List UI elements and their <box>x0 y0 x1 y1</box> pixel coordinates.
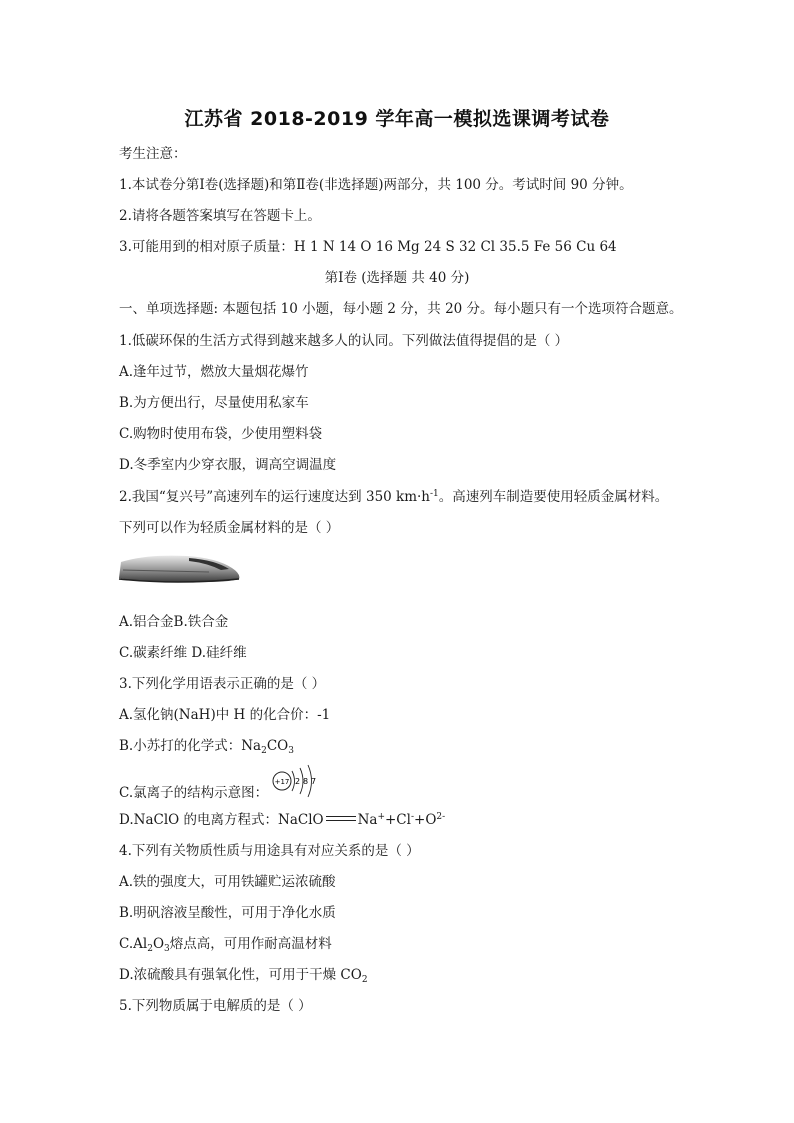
q2-options-cd: C.碳素纤维 D.硅纤维 <box>119 645 247 661</box>
section1-instructions: 一、单项选择题: 本题包括 10 小题，每小题 2 分，共 20 分。每小题只有一个选项符合题意。 <box>119 301 683 317</box>
exam-title: 江苏省 2018-2019 学年高一模拟选课调考试卷 <box>184 108 610 130</box>
q4-option-d: D.浓硫酸具有强氧化性，可用于干燥 $CO_2$ <box>119 967 368 985</box>
part1-heading: 第Ⅰ卷 (选择题 共 40 分) <box>324 270 470 286</box>
q3-option-b: B.小苏打的化学式：$Na_2CO_3$ <box>119 738 294 756</box>
equals-sign-icon <box>326 816 356 821</box>
high-speed-train-image <box>117 548 243 590</box>
q1-stem: 1.低碳环保的生活方式得到越来越多人的认同。下列做法值得提倡的是（ ） <box>119 333 569 349</box>
notice-item-1: 1.本试卷分第Ⅰ卷(选择题)和第Ⅱ卷(非选择题)两部分，共 100 分。考试时间 90 分钟。 <box>119 177 633 193</box>
ion-shell-3: 7 <box>311 777 317 786</box>
ion-shell-1: 2 <box>295 777 301 786</box>
q2-options-ab: A.铝合金B.铁合金 <box>119 614 229 630</box>
q1-option-c: C.购物时使用布袋，少使用塑料袋 <box>119 426 323 442</box>
q4-stem: 4.下列有关物质性质与用途具有对应关系的是（ ） <box>119 843 420 859</box>
q3-stem: 3.下列化学用语表示正确的是（ ） <box>119 676 326 692</box>
notice-item-2: 2.请将各题答案填写在答题卡上。 <box>119 208 321 224</box>
q2-stem-line2: 下列可以作为轻质金属材料的是（ ） <box>119 520 340 536</box>
ion-nucleus-label: +17 <box>274 778 290 786</box>
notice-heading: 考生注意： <box>119 146 187 162</box>
q4-option-c: $C.Al_2O_3$熔点高，可用作耐高温材料 <box>119 936 332 954</box>
q5-stem: 5.下列物质属于电解质的是（ ） <box>119 998 312 1014</box>
notice-item-3: 3.可能用到的相对原子质量：H 1 N 14 O 16 Mg 24 S 32 Cl 35.5 Fe 56 Cu 64 <box>119 239 617 255</box>
q4-option-a: A.铁的强度大，可用铁罐贮运浓硫酸 <box>119 874 336 890</box>
q4-option-b: B.明矾溶液呈酸性，可用于净化水质 <box>119 905 336 921</box>
ion-shell-2: 8 <box>303 777 309 786</box>
q1-option-b: B.为方便出行，尽量使用私家车 <box>119 395 309 411</box>
q1-option-d: D.冬季室内少穿衣服，调高空调温度 <box>119 457 337 473</box>
q3-option-a: A.氢化钠(NaH)中 H 的化合价：-1 <box>119 707 331 723</box>
q3-option-d: D.NaClO 的电离方程式：NaClO $Na^++Cl^-+O^{2-}$ <box>119 812 446 828</box>
q1-option-a: A.逢年过节，燃放大量烟花爆竹 <box>119 364 309 380</box>
q2-stem: 2.我国“复兴号”高速列车的运行速度达到 350 $km\cdot h^{-1}$。高速列车制造要使用轻质金属材料。 <box>119 489 669 505</box>
q3-option-c: C.氯离子的结构示意图： <box>119 785 269 801</box>
chloride-ion-structure-diagram <box>272 764 322 800</box>
